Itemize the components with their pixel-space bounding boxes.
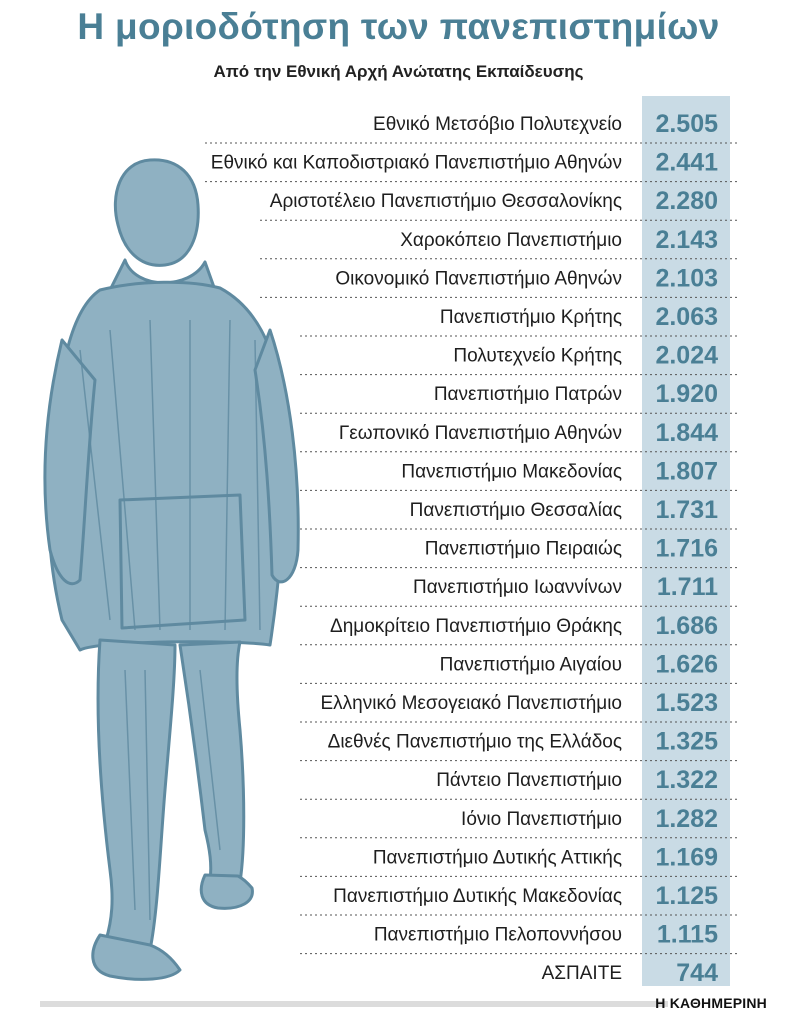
score-value-label: 1.711 bbox=[656, 573, 718, 602]
university-name-label: Ελληνικό Μεσογειακό Πανεπιστήμιο bbox=[320, 693, 622, 714]
university-name-label: Πανεπιστήμιο Κρήτης bbox=[439, 307, 622, 328]
university-name-label: Εθνικό και Καποδιστριακό Πανεπιστήμιο Αθηνών bbox=[210, 152, 622, 174]
university-name-label: Διεθνές Πανεπιστήμιο της Ελλάδος bbox=[327, 731, 622, 753]
university-name-label: Εθνικό Μετσόβιο Πολυτεχνείο bbox=[373, 114, 622, 135]
footer-rule bbox=[40, 1001, 668, 1007]
score-value-label: 1.920 bbox=[655, 380, 718, 409]
score-value-label: 1.716 bbox=[655, 534, 718, 563]
page-title: Η μοριοδότηση των πανεπιστημίων bbox=[77, 6, 720, 47]
score-value-label: 2.505 bbox=[655, 110, 718, 138]
university-name-label: Χαροκόπειο Πανεπιστήμιο bbox=[400, 229, 622, 251]
score-value-label: 1.844 bbox=[655, 418, 718, 447]
university-name-label: Πανεπιστήμιο Αιγαίου bbox=[439, 654, 622, 676]
score-value-label: 2.024 bbox=[655, 341, 718, 370]
university-name-label: Πανεπιστήμιο Πειραιώς bbox=[424, 538, 622, 560]
university-name-label: Δημοκρίτειο Πανεπιστήμιο Θράκης bbox=[330, 615, 622, 637]
university-name-label: Ιόνιο Πανεπιστήμιο bbox=[461, 808, 622, 830]
score-value-label: 2.280 bbox=[655, 187, 718, 216]
university-name-label: Πανεπιστήμιο Πατρών bbox=[433, 384, 622, 406]
score-value-label: 2.103 bbox=[655, 264, 718, 293]
university-name-label: Οικονομικό Πανεπιστήμιο Αθηνών bbox=[335, 268, 622, 290]
university-name-label: Πάντειο Πανεπιστήμιο bbox=[436, 770, 622, 792]
university-name-label: Γεωπονικό Πανεπιστήμιο Αθηνών bbox=[338, 422, 622, 444]
university-name-label: Αριστοτέλειο Πανεπιστήμιο Θεσσαλονίκης bbox=[269, 191, 622, 213]
score-value-label: 1.686 bbox=[655, 611, 718, 640]
university-name-label: Πανεπιστήμιο Ιωαννίνων bbox=[413, 577, 622, 599]
university-name-label: Πανεπιστήμιο Δυτικής Μακεδονίας bbox=[333, 886, 622, 907]
score-value-label: 1.282 bbox=[655, 804, 718, 833]
score-value-label: 1.115 bbox=[656, 920, 718, 949]
score-value-label: 2.143 bbox=[655, 225, 718, 254]
score-value-label: 1.169 bbox=[655, 843, 718, 872]
score-value-label: 1.125 bbox=[655, 882, 718, 910]
source-logo: Η ΚΑΘΗΜΕΡΙΝΗ bbox=[655, 995, 767, 1011]
page-subtitle: Από την Εθνική Αρχή Ανώτατης Εκπαίδευσης bbox=[213, 62, 584, 81]
university-name-label: Πανεπιστήμιο Μακεδονίας bbox=[401, 461, 622, 483]
score-value-label: 1.807 bbox=[655, 457, 718, 486]
university-name-label: ΑΣΠΑΙΤΕ bbox=[541, 963, 622, 985]
university-name-label: Πανεπιστήμιο Θεσσαλίας bbox=[409, 500, 622, 521]
university-name-label: Πανεπιστήμιο Πελοποννήσου bbox=[373, 924, 622, 946]
score-value-label: 1.322 bbox=[655, 766, 718, 795]
university-name-label: Πολυτεχνείο Κρήτης bbox=[453, 345, 622, 367]
university-name-label: Πανεπιστήμιο Δυτικής Αττικής bbox=[372, 847, 622, 869]
score-value-label: 744 bbox=[676, 959, 718, 988]
score-value-label: 1.731 bbox=[655, 496, 718, 524]
score-value-label: 2.063 bbox=[655, 303, 718, 331]
score-value-label: 2.441 bbox=[655, 148, 718, 177]
score-value-label: 1.325 bbox=[655, 727, 718, 756]
score-value-label: 1.626 bbox=[655, 650, 718, 679]
score-value-label: 1.523 bbox=[655, 689, 718, 717]
